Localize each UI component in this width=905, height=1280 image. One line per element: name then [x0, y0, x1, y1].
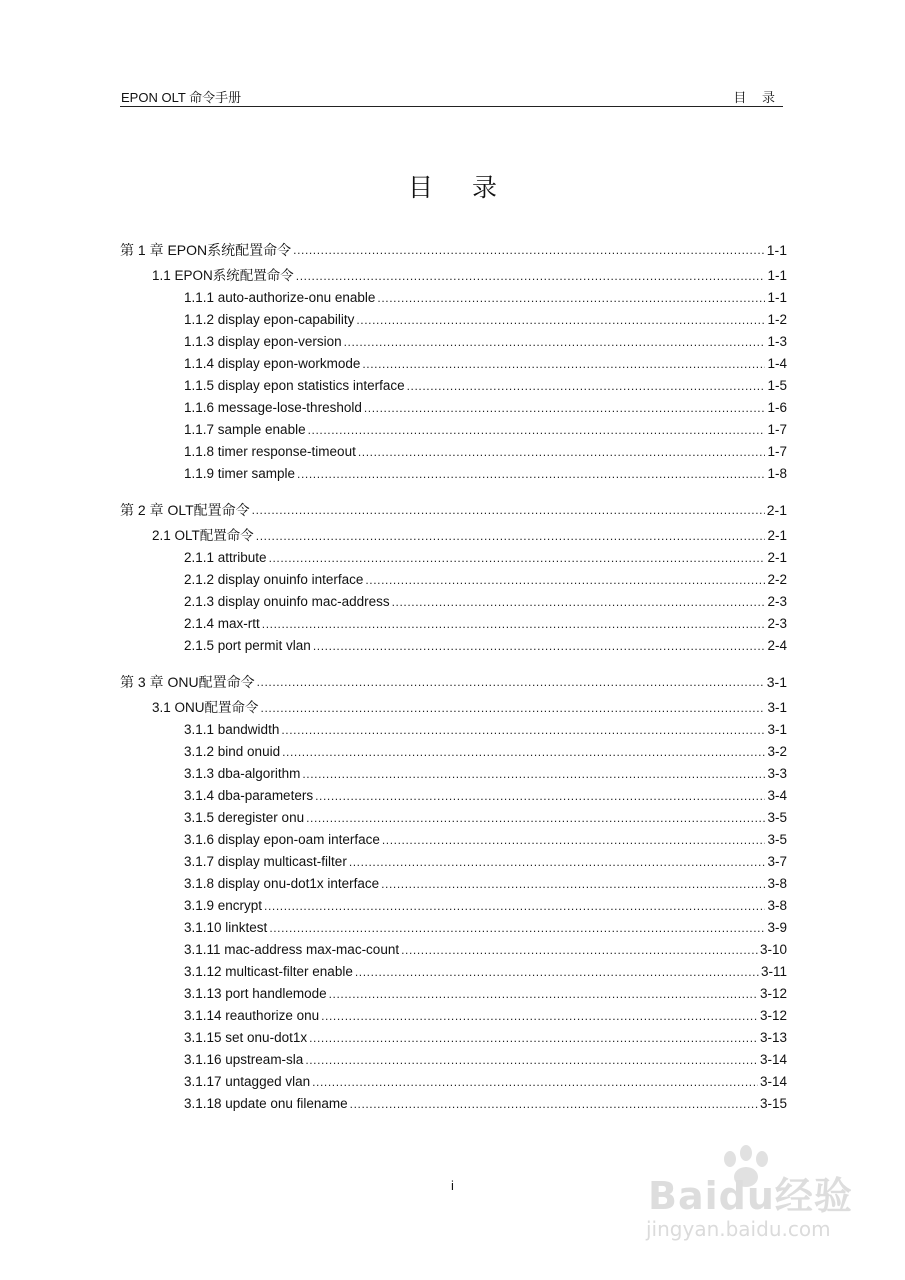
- toc-entry-label: 3.1.12 multicast-filter enable: [184, 964, 353, 979]
- toc-leader-dots: [315, 788, 765, 804]
- header-section-title: 目 录: [733, 90, 781, 105]
- toc-entry-page: 1-1: [767, 268, 787, 283]
- toc-leader-dots: [252, 502, 765, 518]
- toc-entry-label: 3.1.4 dba-parameters: [184, 788, 314, 803]
- toc-entry[interactable]: [120, 1046, 787, 1068]
- toc-entry[interactable]: [120, 284, 787, 306]
- toc-leader-dots: [365, 572, 765, 588]
- toc-entry-label: 3.1.9 encrypt: [184, 898, 263, 913]
- toc-entry[interactable]: [120, 460, 787, 482]
- toc-entry[interactable]: [120, 914, 787, 936]
- toc-entry-page: 3-12: [759, 986, 787, 1001]
- toc-entry-label: 3.1.10 linktest: [184, 920, 268, 935]
- toc-leader-dots: [381, 876, 765, 892]
- toc-leader-dots: [269, 550, 766, 566]
- toc-entry-page: 3-7: [767, 854, 787, 869]
- toc-entry-label: 第 2 章 OLT配置命令: [120, 502, 250, 518]
- toc-entry-label: 2.1 OLT配置命令: [152, 528, 254, 543]
- toc-leader-dots: [364, 400, 766, 416]
- toc-entry-label: 3.1.1 bandwidth: [184, 722, 280, 737]
- toc-entry-label: 3.1.7 display multicast-filter: [184, 854, 347, 869]
- page-title: 目 录: [408, 174, 513, 202]
- toc-entry-page: 1-6: [767, 400, 787, 415]
- toc-leader-dots: [305, 1052, 758, 1068]
- toc-entry-page: 3-5: [767, 810, 787, 825]
- toc-leader-dots: [256, 528, 766, 544]
- toc-entry[interactable]: [120, 782, 787, 804]
- toc-entry-page: 2-1: [767, 528, 787, 543]
- toc-leader-dots: [392, 594, 766, 610]
- toc-entry[interactable]: [120, 1002, 787, 1024]
- toc-entry-label: 2.1.2 display onuinfo interface: [184, 572, 364, 587]
- toc-entry-label: 3.1.15 set onu-dot1x: [184, 1030, 308, 1045]
- baidu-watermark: [640, 1145, 870, 1255]
- toc-entry-page: 1-7: [767, 444, 787, 459]
- page-number: i: [451, 1178, 454, 1193]
- toc-entry[interactable]: [120, 826, 787, 848]
- toc-entry-label: 3.1.6 display epon-oam interface: [184, 832, 380, 847]
- toc-leader-dots: [329, 986, 758, 1002]
- toc-entry[interactable]: [120, 936, 787, 958]
- toc-entry-label: 3.1.17 untagged vlan: [184, 1074, 311, 1089]
- toc-entry-label: 2.1.1 attribute: [184, 550, 267, 565]
- toc-entry-page: 3-5: [767, 832, 787, 847]
- toc-entry[interactable]: [120, 350, 787, 372]
- toc-entry-page: 2-3: [767, 594, 787, 609]
- toc-entry-label: 3.1.5 deregister onu: [184, 810, 305, 825]
- toc-leader-dots: [313, 638, 766, 654]
- toc-entry-page: 1-2: [767, 312, 787, 327]
- toc-entry-page: 3-12: [759, 1008, 787, 1023]
- watermark-brand-bai: Bai: [648, 1174, 719, 1218]
- toc-entry-label: 3.1.8 display onu-dot1x interface: [184, 876, 380, 891]
- toc-entry-page: 3-2: [767, 744, 787, 759]
- toc-entry-label: 1.1.6 message-lose-threshold: [184, 400, 362, 415]
- toc-entry-label: 1.1.4 display epon-workmode: [184, 356, 361, 371]
- toc-entry-label: 1.1.5 display epon statistics interface: [184, 378, 405, 393]
- toc-entry[interactable]: [120, 518, 787, 544]
- toc-entry-page: 3-3: [767, 766, 787, 781]
- toc-entry-label: 1.1.2 display epon-capability: [184, 312, 355, 327]
- watermark-url: jingyan.baidu.com: [646, 1217, 831, 1241]
- toc-entry-page: 2-4: [767, 638, 787, 653]
- toc-entry-page: 1-1: [767, 290, 787, 305]
- toc-leader-dots: [358, 444, 766, 460]
- toc-entry-label: 1.1.8 timer response-timeout: [184, 444, 356, 459]
- toc-leader-dots: [293, 242, 765, 258]
- toc-entry[interactable]: [120, 438, 787, 460]
- toc-entry-label: 3.1 ONU配置命令: [152, 700, 259, 715]
- toc-entry[interactable]: [120, 588, 787, 610]
- toc-leader-dots: [382, 832, 766, 848]
- toc-leader-dots: [302, 766, 765, 782]
- toc-entry[interactable]: [120, 416, 787, 438]
- toc-entry[interactable]: [120, 544, 787, 566]
- toc-leader-dots: [407, 378, 766, 394]
- toc-leader-dots: [308, 422, 766, 438]
- toc-entry-label: 3.1.14 reauthorize onu: [184, 1008, 320, 1023]
- toc-entry[interactable]: [120, 848, 787, 870]
- toc-leader-dots: [362, 356, 765, 372]
- toc-entry-label: 1.1.9 timer sample: [184, 466, 296, 481]
- toc-entry-label: 2.1.3 display onuinfo mac-address: [184, 594, 390, 609]
- toc-leader-dots: [262, 616, 766, 632]
- toc-entry[interactable]: [120, 632, 787, 654]
- toc-entry-label: 2.1.5 port permit vlan: [184, 638, 311, 653]
- toc-leader-dots: [321, 1008, 758, 1024]
- header-doc-title: EPON OLT 命令手册: [121, 90, 242, 105]
- toc-entry[interactable]: [120, 804, 787, 826]
- toc-entry-page: 1-8: [767, 466, 787, 481]
- toc-leader-dots: [269, 920, 765, 936]
- toc-entry-label: 第 1 章 EPON系统配置命令: [120, 242, 292, 258]
- toc-entry-page: 3-9: [767, 920, 787, 935]
- watermark-chinese: 经验: [774, 1174, 853, 1218]
- toc-entry[interactable]: [120, 372, 787, 394]
- toc-entry[interactable]: [120, 738, 787, 760]
- toc-entry-page: 3-8: [767, 876, 787, 891]
- toc-entry-page: 3-14: [759, 1074, 787, 1089]
- toc-entry-page: 1-5: [767, 378, 787, 393]
- toc-leader-dots: [257, 674, 765, 690]
- toc-entry-page: 2-1: [767, 550, 787, 565]
- toc-leader-dots: [349, 854, 766, 870]
- toc-leader-dots: [297, 466, 765, 482]
- toc-entry-page: 3-13: [759, 1030, 787, 1045]
- table-of-contents: [120, 230, 787, 1112]
- toc-entry-label: 2.1.4 max-rtt: [184, 616, 260, 631]
- toc-entry-page: 2-2: [767, 572, 787, 587]
- toc-leader-dots: [356, 312, 765, 328]
- toc-entry-page: 3-8: [767, 898, 787, 913]
- toc-entry-page: 1-1: [766, 242, 787, 258]
- toc-entry[interactable]: [120, 394, 787, 416]
- toc-leader-dots: [306, 810, 765, 826]
- toc-leader-dots: [344, 334, 766, 350]
- toc-entry[interactable]: [120, 328, 787, 350]
- toc-entry-label: 3.1.18 update onu filename: [184, 1096, 348, 1111]
- toc-leader-dots: [312, 1074, 758, 1090]
- toc-entry-page: 3-1: [767, 700, 787, 715]
- toc-entry[interactable]: [120, 610, 787, 632]
- toc-leader-dots: [377, 290, 765, 306]
- toc-entry[interactable]: [120, 690, 787, 716]
- toc-leader-dots: [282, 744, 765, 760]
- toc-leader-dots: [355, 964, 759, 980]
- toc-entry-page: 1-7: [767, 422, 787, 437]
- toc-entry[interactable]: [120, 258, 787, 284]
- toc-entry-page: 3-15: [759, 1096, 787, 1111]
- toc-entry-page: 2-3: [767, 616, 787, 631]
- toc-entry-label: 1.1.1 auto-authorize-onu enable: [184, 290, 376, 305]
- toc-entry-page: 3-1: [766, 674, 787, 690]
- toc-entry-page: 3-14: [759, 1052, 787, 1067]
- toc-entry[interactable]: [120, 490, 787, 518]
- page-header: [120, 86, 783, 107]
- watermark-brand: [648, 1165, 853, 1220]
- watermark-brand-du: du: [718, 1174, 775, 1218]
- toc-entry[interactable]: [120, 760, 787, 782]
- toc-leader-dots: [401, 942, 758, 958]
- toc-entry-label: 1.1.3 display epon-version: [184, 334, 342, 349]
- toc-entry-label: 3.1.13 port handlemode: [184, 986, 327, 1001]
- toc-entry-page: 3-11: [760, 964, 787, 979]
- toc-entry-label: 1.1.7 sample enable: [184, 422, 306, 437]
- toc-entry[interactable]: [120, 870, 787, 892]
- toc-entry-page: 2-1: [766, 502, 787, 518]
- toc-entry-page: 3-4: [767, 788, 787, 803]
- toc-entry[interactable]: [120, 1090, 787, 1112]
- toc-entry[interactable]: [120, 716, 787, 738]
- toc-entry[interactable]: [120, 958, 787, 980]
- toc-entry[interactable]: [120, 980, 787, 1002]
- toc-entry-label: 1.1 EPON系统配置命令: [152, 268, 294, 283]
- toc-entry-page: 1-4: [767, 356, 787, 371]
- toc-leader-dots: [261, 700, 766, 716]
- toc-entry-label: 第 3 章 ONU配置命令: [120, 674, 255, 690]
- toc-entry[interactable]: [120, 662, 787, 690]
- toc-entry[interactable]: [120, 892, 787, 914]
- toc-entry[interactable]: [120, 230, 787, 258]
- toc-leader-dots: [296, 268, 766, 284]
- toc-entry-page: 3-10: [759, 942, 787, 957]
- toc-entry-page: 1-3: [767, 334, 787, 349]
- toc-entry-label: 3.1.11 mac-address max-mac-count: [184, 942, 400, 957]
- toc-leader-dots: [281, 722, 765, 738]
- toc-entry[interactable]: [120, 1024, 787, 1046]
- toc-leader-dots: [309, 1030, 758, 1046]
- toc-entry[interactable]: [120, 566, 787, 588]
- toc-leader-dots: [264, 898, 765, 914]
- toc-entry-label: 3.1.3 dba-algorithm: [184, 766, 301, 781]
- toc-entry-label: 3.1.2 bind onuid: [184, 744, 281, 759]
- toc-entry-label: 3.1.16 upstream-sla: [184, 1052, 304, 1067]
- toc-leader-dots: [350, 1096, 758, 1112]
- toc-entry[interactable]: [120, 1068, 787, 1090]
- toc-entry[interactable]: [120, 306, 787, 328]
- toc-entry-page: 3-1: [767, 722, 787, 737]
